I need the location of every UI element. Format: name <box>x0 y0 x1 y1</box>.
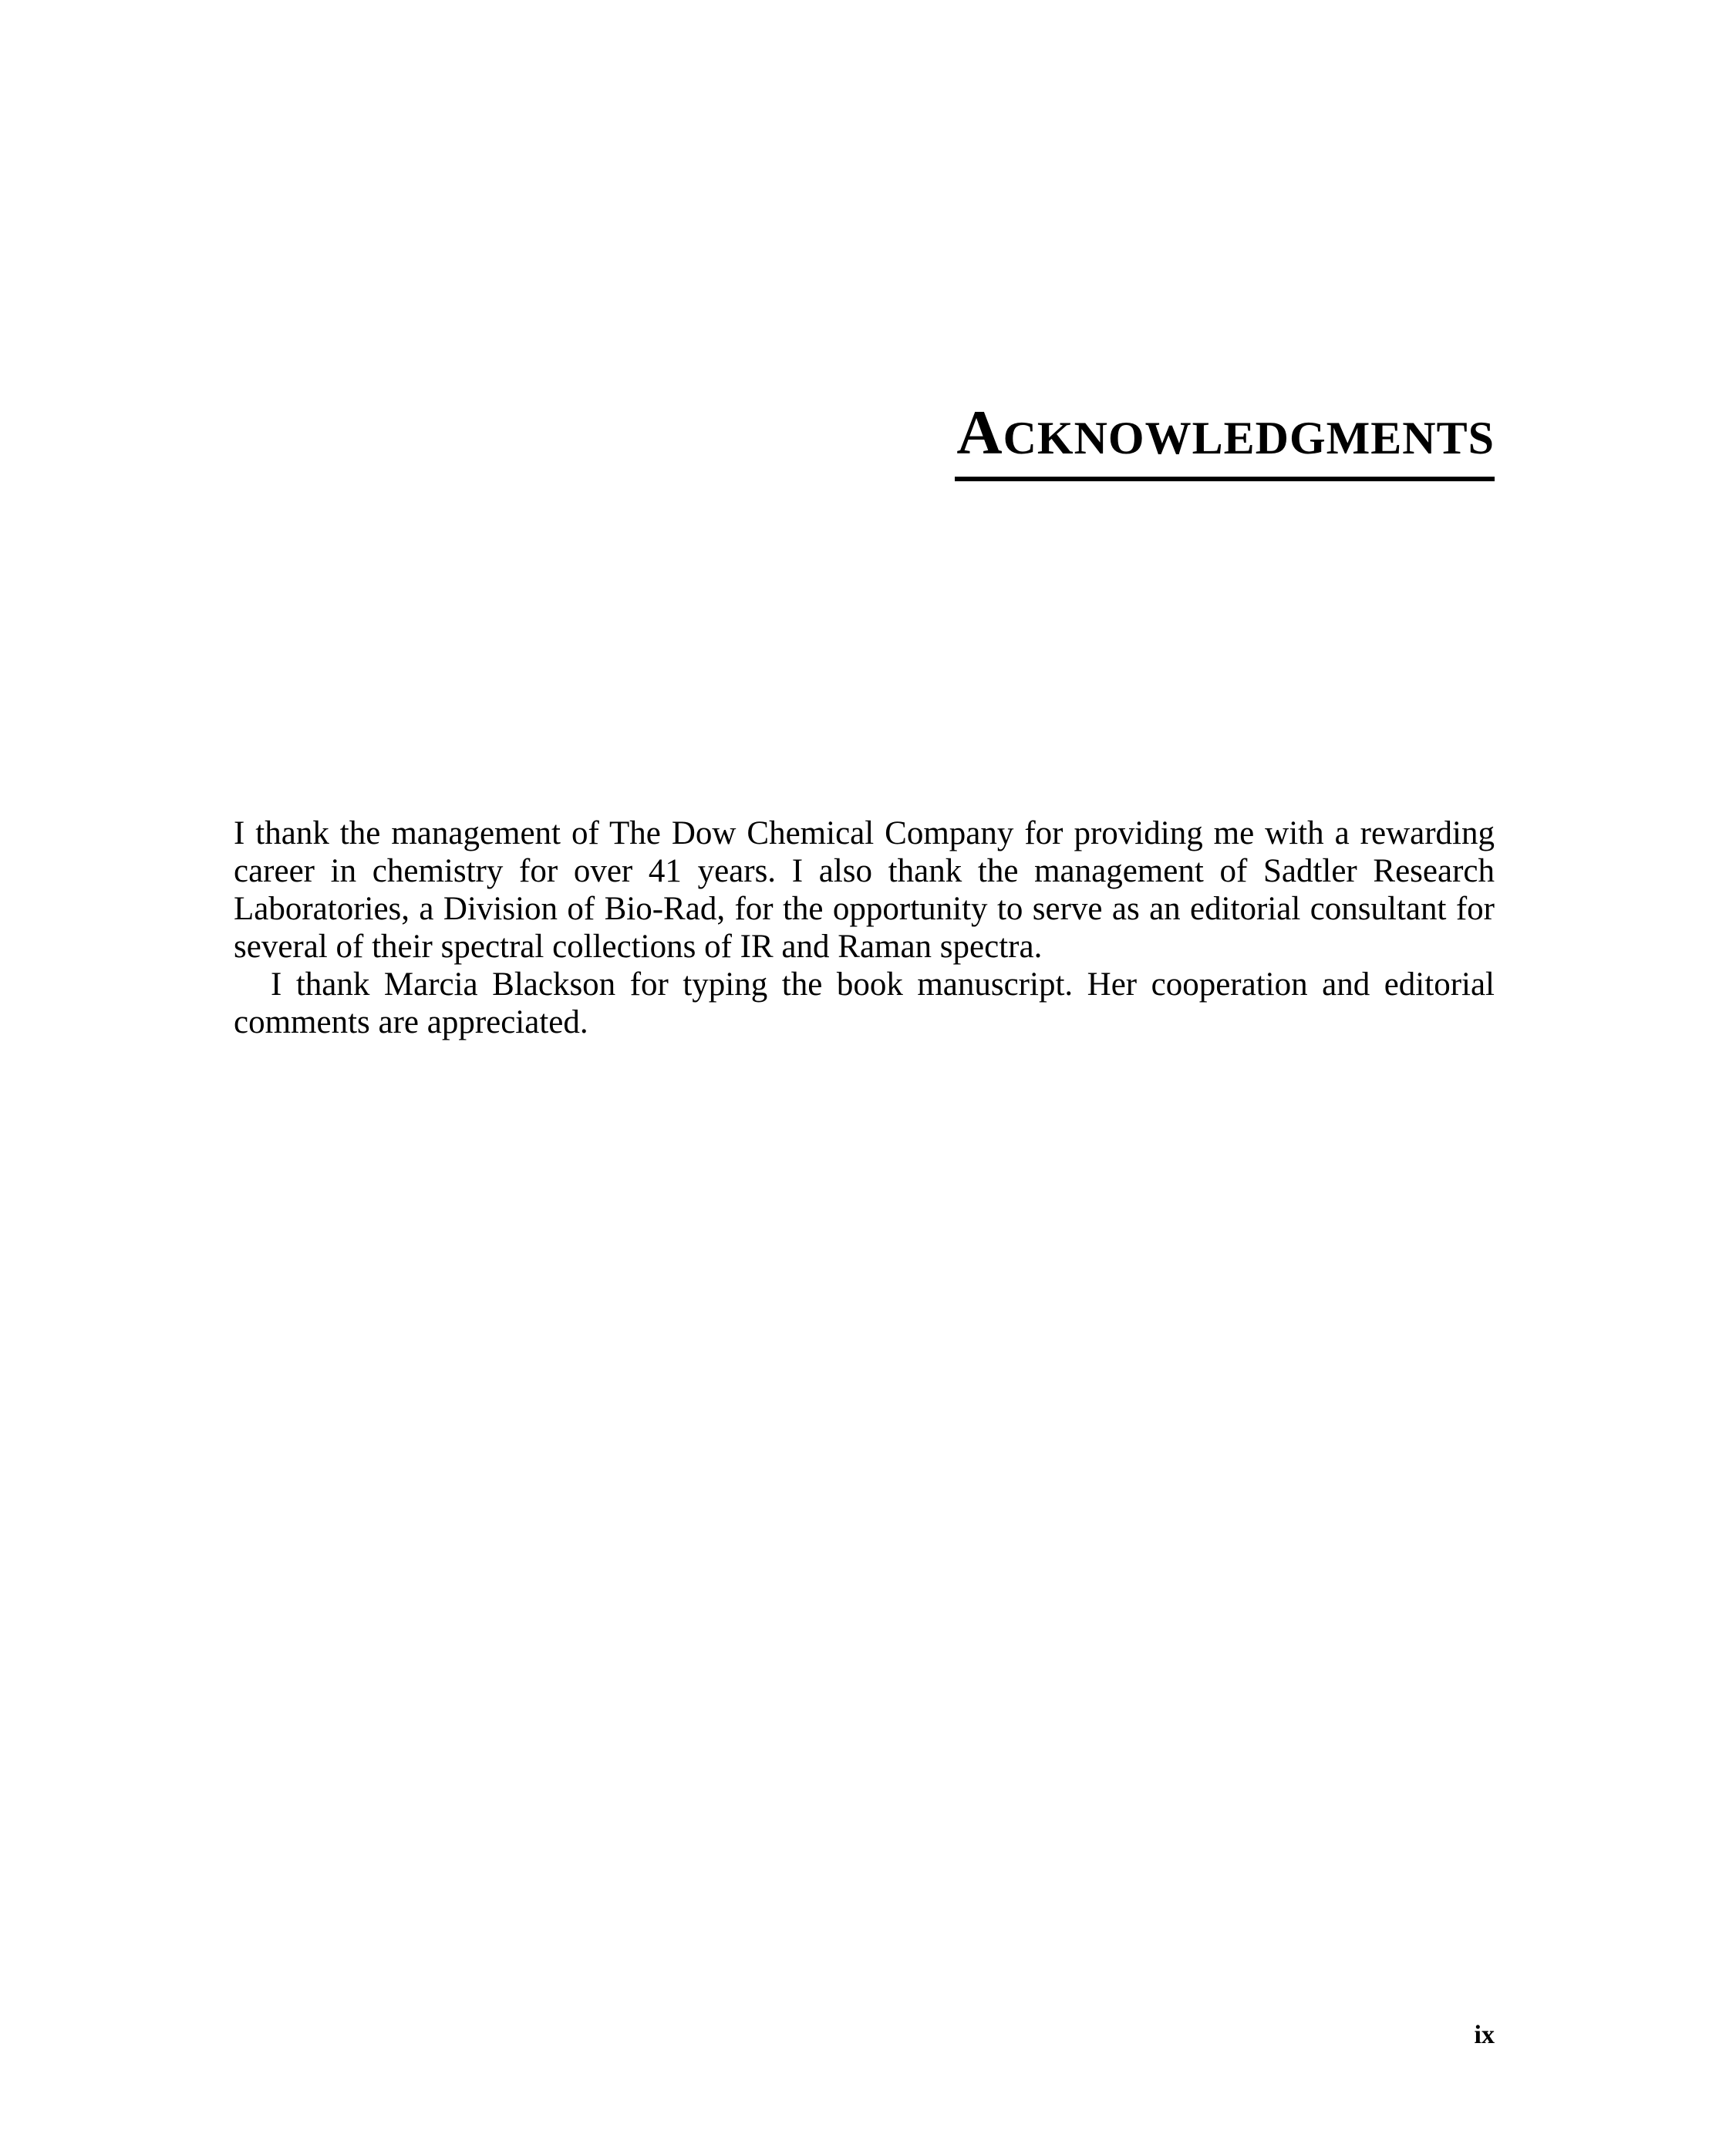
paragraph-2: I thank Marcia Blackson for typing the book manuscript. Her cooperation and editorial comments are appreciated. <box>234 966 1495 1040</box>
acknowledgments-body <box>234 814 1495 1041</box>
page-number: ix <box>1474 2021 1495 2049</box>
page-heading <box>955 397 1495 467</box>
heading-underline <box>955 477 1495 481</box>
heading-rest: CKNOWLEDGMENTS <box>1003 413 1495 464</box>
paragraph-1: I thank the management of The Dow Chemical Company for providing me with a rewarding career in chemistry for over 41 years. I also thank the management of Sadtler Research Laboratories, a Division of Bio-Rad, for the opportunity to serve as an editorial consultant for several of their spectral collections of IR and Raman spectra. <box>234 815 1495 965</box>
heading-first-letter: A <box>956 397 1003 467</box>
